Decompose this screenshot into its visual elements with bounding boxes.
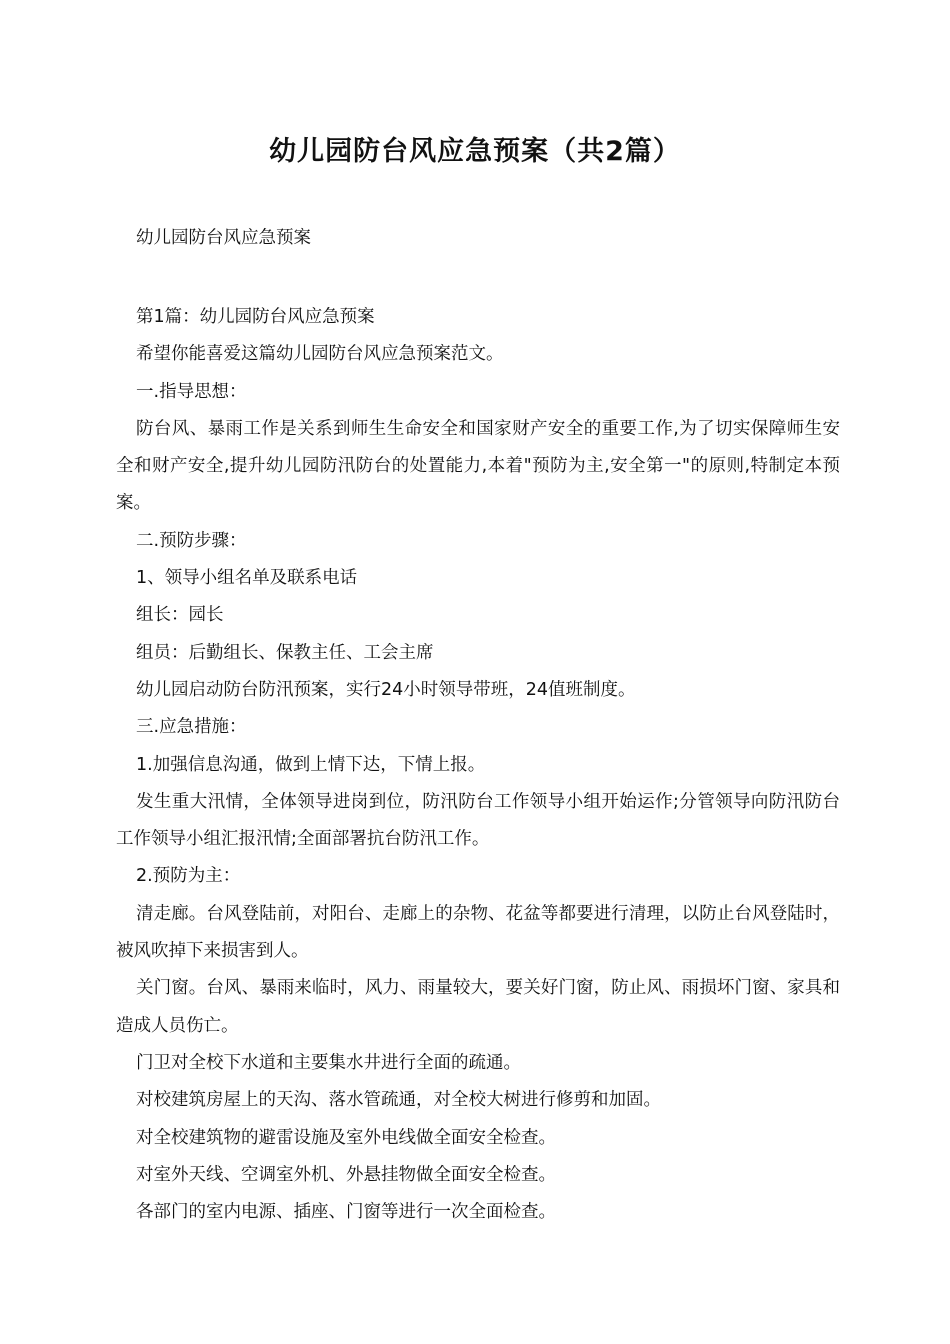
document-title: 幼儿园防台风应急预案（共2篇） xyxy=(269,136,681,167)
paragraph-18: 对全校建筑物的避雷设施及室外电线做全面安全检查。 xyxy=(136,1127,556,1148)
paragraph-6: 1、领导小组名单及联系电话 xyxy=(136,568,358,589)
paragraph-13: 2.预防为主： xyxy=(136,866,241,887)
paragraph-12: 发生重大汛情，全体领导进岗到位，防汛防台工作领导小组开始运作;分管领导向防汛防台工作领导小组汇报汛情;全面部署抗台防汛工作。 xyxy=(116,791,840,850)
paragraph-17: 对校建筑房屋上的天沟、落水管疏通，对全校大树进行修剪和加固。 xyxy=(136,1090,661,1111)
paragraph-11: 1.加强信息沟通，做到上情下达，下情上报。 xyxy=(136,754,486,775)
paragraph-3: 一.指导思想： xyxy=(136,381,247,402)
paragraph-20: 各部门的室内电源、插座、门窗等进行一次全面检查。 xyxy=(136,1202,556,1223)
paragraph-4: 防台风、暴雨工作是关系到师生生命安全和国家财产安全的重要工作,为了切实保障师生安全和财产安全,提升幼儿园防汛防台的处置能力,本着"预防为主,安全第一"的原则,特制定本预案。 xyxy=(116,418,840,514)
paragraph-9: 幼儿园启动防台防汛预案，实行24小时领导带班，24值班制度。 xyxy=(136,679,636,700)
paragraph-2: 希望你能喜爱这篇幼儿园防台风应急预案范文。 xyxy=(136,344,504,365)
paragraph-10: 三.应急措施： xyxy=(136,717,247,738)
paragraph-16: 门卫对全校下水道和主要集水井进行全面的疏通。 xyxy=(136,1052,521,1073)
paragraph-1: 第1篇：幼儿园防台风应急预案 xyxy=(136,307,375,327)
document-subtitle: 幼儿园防台风应急预案 xyxy=(136,228,311,248)
document-body xyxy=(116,299,840,1231)
paragraph-14: 清走廊。台风登陆前，对阳台、走廊上的杂物、花盆等都要进行清理，以防止台风登陆时，被风吹掉下来损害到人。 xyxy=(116,903,840,962)
paragraph-7: 组长：园长 xyxy=(136,605,224,626)
paragraph-15: 关门窗。台风、暴雨来临时，风力、雨量较大，要关好门窗，防止风、雨损坏门窗、家具和造成人员伤亡。 xyxy=(116,978,840,1036)
paragraph-5: 二.预防步骤： xyxy=(136,530,247,551)
paragraph-8: 组员：后勤组长、保教主任、工会主席 xyxy=(136,642,434,663)
paragraph-19: 对室外天线、空调室外机、外悬挂物做全面安全检查。 xyxy=(136,1164,556,1185)
